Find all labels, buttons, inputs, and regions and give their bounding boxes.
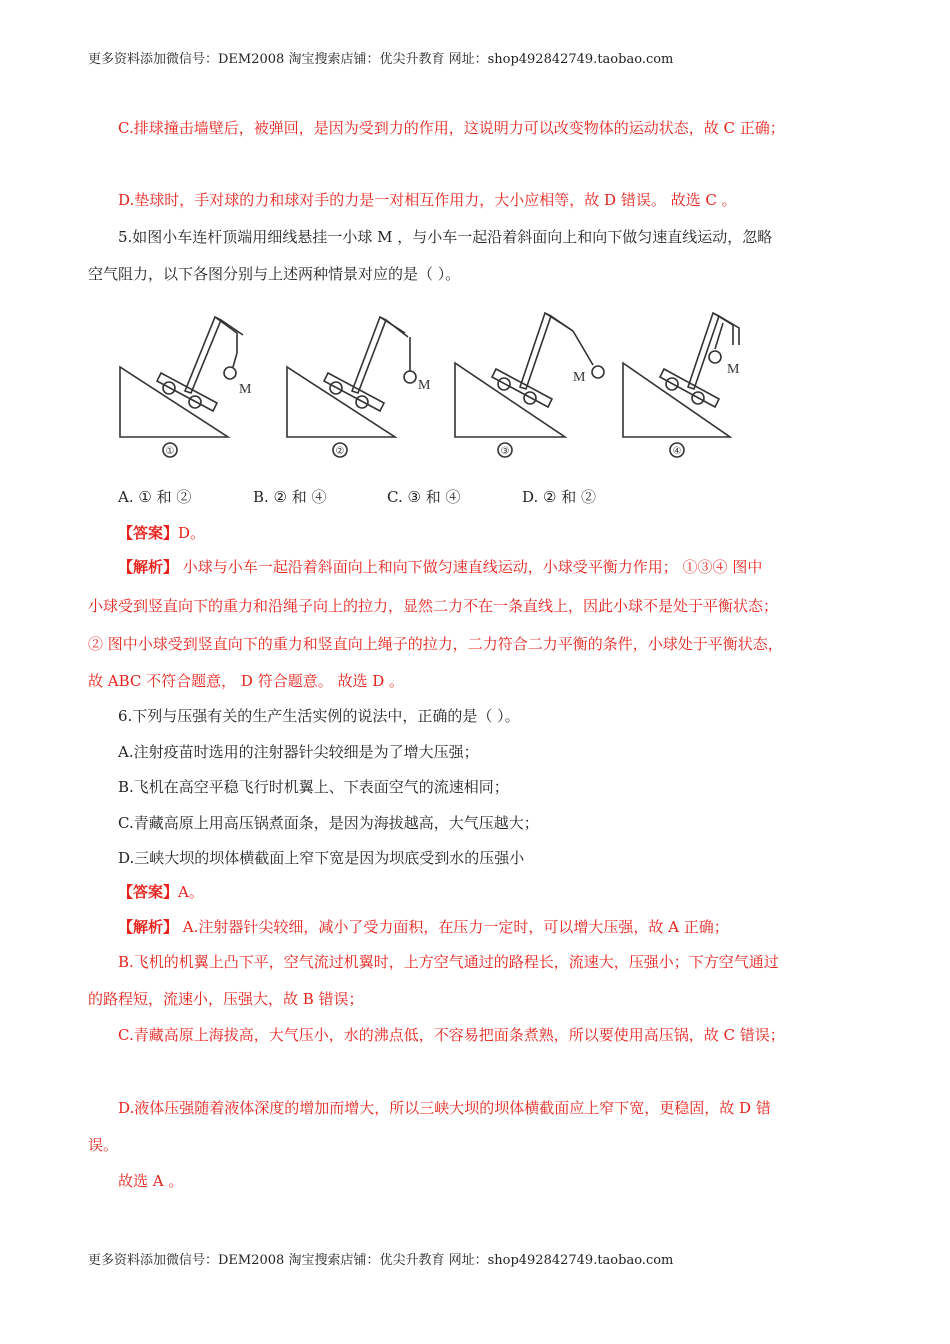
q6-option-a: A.注射疫苗时选用的注射器针尖较细是为了增大压强；	[118, 743, 479, 761]
panel-2-ball-label: M	[418, 378, 431, 393]
q5-option-b: B. ② 和 ④	[253, 488, 327, 506]
q6-analysis-a-text: A.注射器针尖较细，减小了受力面积，在压力一定时，可以增大压强，故 A 正确；	[178, 918, 729, 936]
panel-1-ball-label: M	[239, 382, 252, 397]
q5-analysis-line1	[118, 557, 762, 577]
q5-analysis-text1: 小球与小车一起沿着斜面向上和向下做匀速直线运动，小球受平衡力作用； ①③④ 图中	[178, 558, 763, 576]
q6-analysis-b-line2: 的路程短，流速小，压强大，故 B 错误；	[88, 990, 364, 1008]
q6-conclusion: 故选 A 。	[118, 1172, 184, 1190]
incline-cart-diagrams	[115, 305, 785, 470]
q6-option-c: C.青藏高原上用高压锅煮面条，是因为海拔越高，大气压越大；	[118, 814, 539, 832]
q6-stem: 6.下列与压强有关的生产生活实例的说法中，正确的是（ ）。	[118, 707, 520, 725]
panel-4-ball-label: M	[727, 362, 740, 377]
panel-3-number: ③	[500, 446, 510, 457]
q5-answer-tag: 【答案】	[118, 524, 179, 542]
q5-figure	[115, 305, 785, 470]
page-header: 更多资料添加微信号：DEM2008 淘宝搜索店铺：优尖升教育 网址：shop492842749.taobao.com	[88, 52, 674, 67]
q6-analysis-c: C.青藏高原上海拔高，大气压小，水的沸点低，不容易把面条煮熟，所以要使用高压锅，故 C 错误；	[118, 1026, 785, 1044]
q5-stem-line1: 5.如图小车连杆顶端用细线悬挂一小球 M ，与小车一起沿着斜面向上和向下做匀速直线运动，忽略	[118, 228, 773, 246]
q5-analysis-line4: 故 ABC 不符合题意， D 符合题意。 故选 D 。	[88, 672, 405, 690]
q6-option-b: B.飞机在高空平稳飞行时机翼上、下表面空气的流速相同；	[118, 778, 509, 796]
q5-option-c: C. ③ 和 ④	[387, 488, 461, 506]
panel-4-number: ④	[672, 446, 682, 457]
q6-answer-value: A。	[178, 883, 204, 901]
q4-option-c-analysis: C.排球撞击墙壁后，被弹回，是因为受到力的作用，这说明力可以改变物体的运动状态，故 C 正确；	[118, 119, 785, 137]
q6-analysis-d-line1: D.液体压强随着液体深度的增加而增大，所以三峡大坝的坝体横截面应上窄下宽，更稳固，故 D 错	[118, 1099, 771, 1117]
q6-analysis-b-line1: B.飞机的机翼上凸下平，空气流过机翼时，上方空气通过的路程长，流速大，压强小；下方空气通过	[118, 953, 779, 971]
panel-3-ball-label: M	[573, 370, 586, 385]
q5-option-d: D. ② 和 ②	[522, 488, 597, 506]
panel-1-diagram	[120, 317, 243, 437]
panel-2-number: ②	[335, 446, 345, 457]
panel-2-diagram	[287, 317, 416, 437]
q6-analysis-d-line2: 误。	[88, 1136, 119, 1154]
q6-analysis-a	[118, 917, 729, 937]
q6-answer	[118, 882, 204, 902]
panel-4-diagram	[623, 313, 739, 437]
page-footer: 更多资料添加微信号：DEM2008 淘宝搜索店铺：优尖升教育 网址：shop492842749.taobao.com	[88, 1253, 674, 1268]
q5-stem-line2: 空气阻力，以下各图分别与上述两种情景对应的是（ ）。	[88, 265, 461, 283]
q5-option-a: A. ① 和 ②	[118, 488, 192, 506]
q4-option-d-analysis: D.垫球时，手对球的力和球对手的力是一对相互作用力，大小应相等，故 D 错误。 故选 C 。	[118, 191, 737, 209]
q5-analysis-line3: ② 图中小球受到竖直向下的重力和竖直向上绳子的拉力，二力符合二力平衡的条件，小球处于平衡状态，	[88, 635, 783, 653]
q5-analysis-line2: 小球受到竖直向下的重力和沿绳子向上的拉力，显然二力不在一条直线上，因此小球不是处于平衡状态；	[88, 597, 779, 615]
q5-answer	[118, 523, 205, 543]
q5-answer-value: D。	[178, 524, 206, 542]
panel-1-number: ①	[165, 446, 175, 457]
q5-analysis-tag: 【解析】	[118, 558, 179, 576]
q6-option-d: D.三峡大坝的坝体横截面上窄下宽是因为坝底受到水的压强小	[118, 849, 525, 867]
q6-answer-tag: 【答案】	[118, 883, 179, 901]
q6-analysis-tag: 【解析】	[118, 918, 179, 936]
